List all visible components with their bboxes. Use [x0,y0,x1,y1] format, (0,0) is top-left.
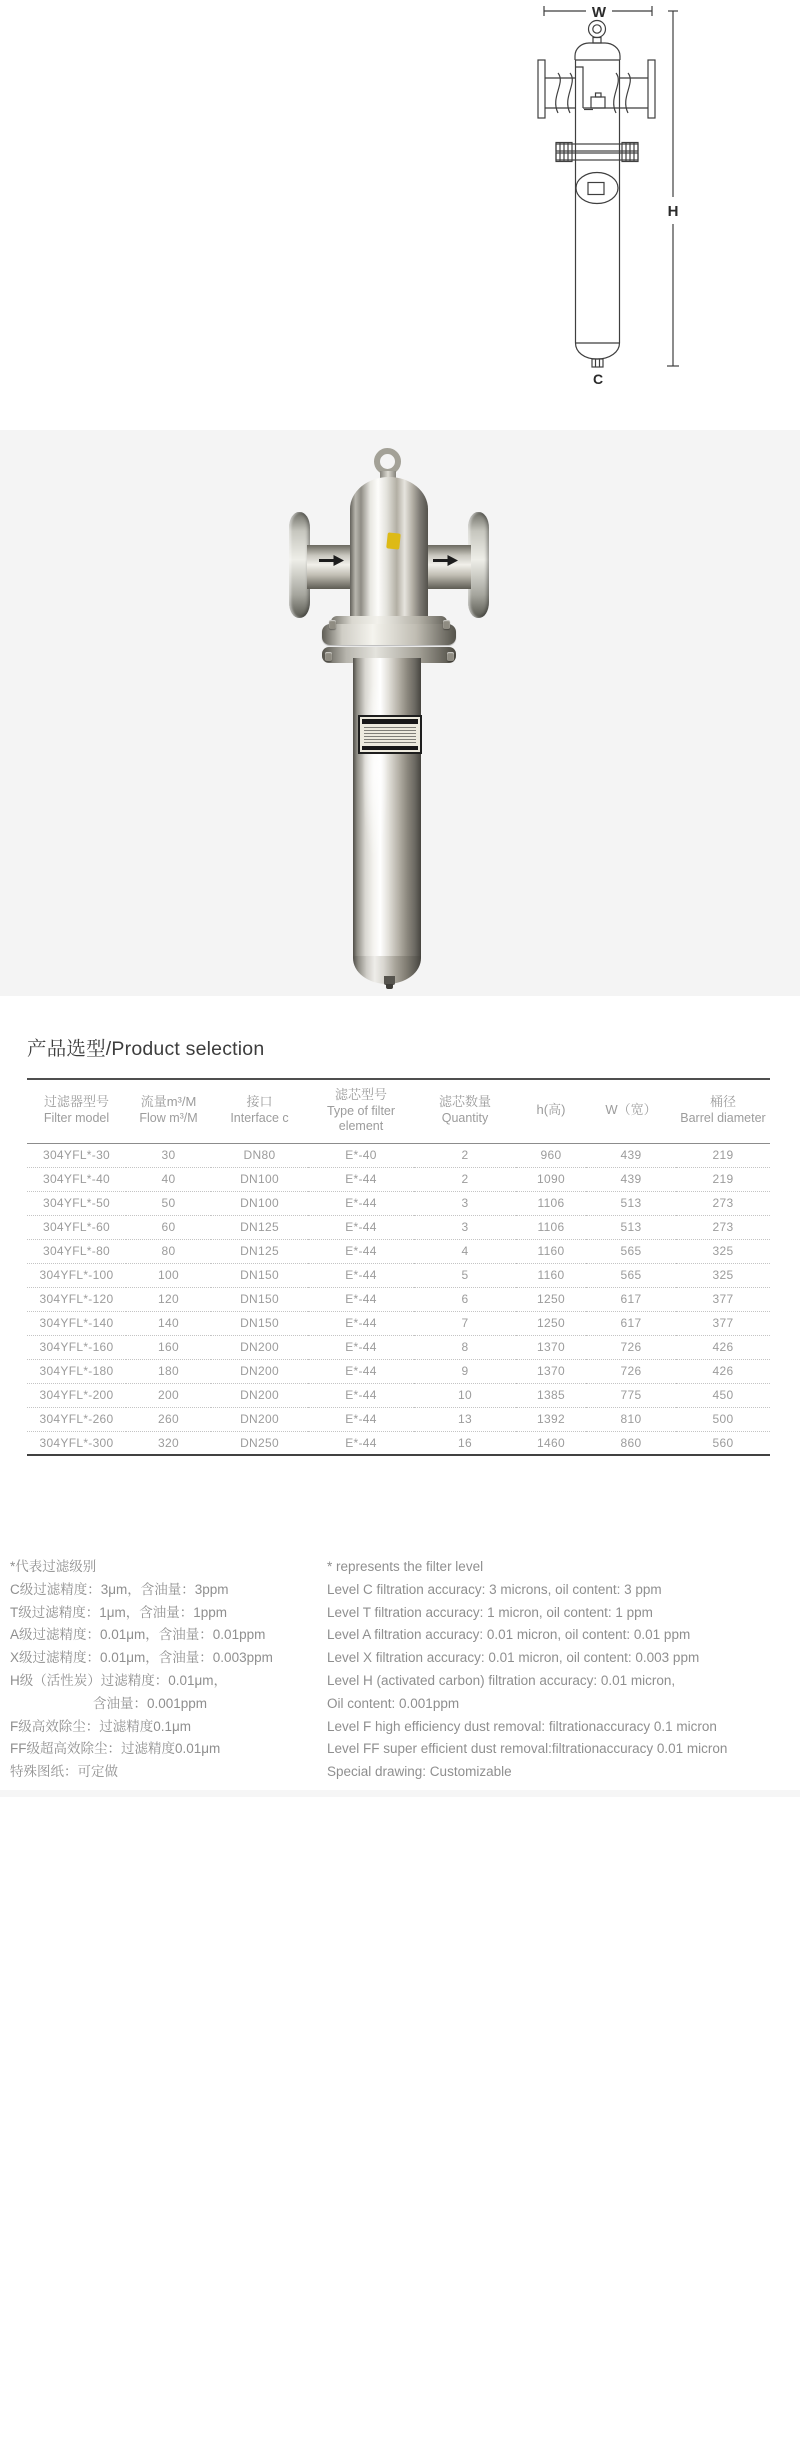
table-cell: DN150 [211,1263,308,1287]
column-header [126,1079,211,1143]
warning-sticker-icon [386,532,401,549]
table-cell: E*-44 [308,1431,414,1455]
table-cell: 377 [676,1287,770,1311]
table-cell: 325 [676,1239,770,1263]
table-cell: 273 [676,1191,770,1215]
table-cell: 513 [586,1215,676,1239]
bolt-icon [329,620,336,629]
width-dimension-line [544,4,652,21]
column-header [676,1079,770,1143]
table-cell: 1460 [516,1431,586,1455]
table-row [27,1359,770,1383]
note-line-en: * represents the filter level [327,1559,484,1574]
column-header [27,1079,126,1143]
table-cell: 1106 [516,1191,586,1215]
table-cell: 1250 [516,1287,586,1311]
table-cell: 565 [586,1239,676,1263]
table-row [27,1143,770,1167]
table-cell: 726 [586,1335,676,1359]
photo-outlet-flange [468,512,489,618]
table-cell: 775 [586,1383,676,1407]
table-cell: 50 [126,1191,211,1215]
table-cell: 80 [126,1239,211,1263]
column-header-cn: 桶径 [709,1094,736,1110]
note-line-en: Level X filtration accuracy: 0.01 micron, oil content: 0.003 ppm [327,1650,700,1666]
table-cell: 617 [586,1287,676,1311]
table-cell: 160 [126,1335,211,1359]
photo-drain-tip [386,984,393,989]
table-cell: 810 [586,1407,676,1431]
column-header-cn: 过滤器型号 [43,1094,109,1110]
note-line-en: Oil content: 0.001ppm [327,1695,460,1711]
product-selection-table [27,1078,770,1456]
column-header-en: Interface c [230,1111,289,1126]
table-cell: E*-44 [308,1287,414,1311]
note-line-en: Level T filtration accuracy: 1 micron, oil content: 1 ppm [327,1604,653,1620]
photo-inlet-pipe [307,545,351,589]
product-photo [0,430,800,996]
table-cell: 1370 [516,1359,586,1383]
filter-dimension-drawing [530,0,690,400]
table-cell: 304YFL*-160 [27,1335,126,1359]
table-cell: 439 [586,1167,676,1191]
table-cell: 1160 [516,1263,586,1287]
table-cell: DN200 [211,1383,308,1407]
photo-outlet-pipe [427,545,471,589]
table-cell: 260 [126,1407,211,1431]
column-header-cn: 流量m³/M [140,1094,197,1110]
table-cell: E*-44 [308,1383,414,1407]
table-cell: 304YFL*-60 [27,1215,126,1239]
note-line-cn: 含油量：0.001ppm [93,1695,208,1711]
table-cell: 7 [414,1311,516,1335]
note-line-cn: H级（活性炭）过滤精度：0.01μm， [10,1672,228,1688]
table-cell: E*-44 [308,1191,414,1215]
table-cell: 304YFL*-40 [27,1167,126,1191]
table-cell: DN250 [211,1431,308,1455]
table-cell: 439 [620,1148,642,1162]
table-cell: 219 [676,1167,770,1191]
note-line-cn: 特殊图纸：可定做 [10,1764,118,1780]
table-cell: 4 [414,1239,516,1263]
table-cell: 304YFL*-100 [27,1263,126,1287]
table-cell: 426 [676,1359,770,1383]
table-cell: 1090 [516,1167,586,1191]
column-header-en: Quantity [441,1111,489,1126]
drawing-mounting-clamp [556,143,638,162]
table-cell: DN200 [211,1359,308,1383]
nameplate-header-band [362,719,418,724]
height-dimension-line [667,11,679,366]
table-cell: 320 [126,1431,211,1455]
table-cell: 3 [414,1191,516,1215]
table-cell: 16 [414,1431,516,1455]
note-line-cn: C级过滤精度：3μm，含油量：3ppm [10,1581,229,1597]
table-cell: 30 [161,1148,176,1162]
column-header-cn: 滤芯数量 [438,1094,491,1110]
table-cell: 426 [676,1335,770,1359]
table-cell: 304YFL*-260 [27,1407,126,1431]
table-cell: 304YFL*-140 [27,1311,126,1335]
width-label: W [591,4,607,21]
note-line-en: Level A filtration accuracy: 0.01 micron, oil content: 0.01 ppm [327,1627,691,1643]
table-cell: DN150 [211,1287,308,1311]
column-header-cn: 接口 [246,1094,273,1110]
table-cell: 13 [414,1407,516,1431]
table-cell: E*-44 [308,1215,414,1239]
table-cell: 1385 [516,1383,586,1407]
table-cell: 100 [126,1263,211,1287]
column-header [516,1079,586,1143]
table-cell: 325 [676,1263,770,1287]
table-cell: 1160 [516,1239,586,1263]
column-header [211,1079,308,1143]
photo-nameplate [358,715,422,754]
table-cell: 120 [126,1287,211,1311]
table-cell: DN80 [243,1148,276,1162]
column-header-en: Flow m³/M [139,1111,198,1126]
table-row [27,1431,770,1455]
table-cell: 304YFL*-200 [27,1383,126,1407]
table-cell: 960 [540,1148,562,1162]
table-cell: 2 [414,1167,516,1191]
column-header-cn: h(高) [536,1102,566,1118]
table-row [27,1167,770,1191]
table-cell: E*-44 [308,1407,414,1431]
table-cell: 500 [676,1407,770,1431]
table-cell: DN125 [211,1239,308,1263]
table-cell: 560 [676,1431,770,1455]
column-header-en: Filter model [43,1111,110,1126]
column-header [308,1079,414,1143]
table-row [27,1191,770,1215]
table-cell: 304YFL*-180 [27,1359,126,1383]
note-line-cn: T级过滤精度：1μm，含油量：1ppm [10,1604,228,1620]
notes-english-column [327,1556,795,1784]
table-cell: 726 [586,1359,676,1383]
table-cell: 860 [586,1431,676,1455]
table-header [27,1079,770,1143]
table-row [27,1407,770,1431]
table-cell: E*-44 [308,1263,414,1287]
table-cell: E*-44 [308,1359,414,1383]
table-cell: 1250 [516,1311,586,1335]
table-cell: E*-40 [345,1148,377,1162]
table-cell: 180 [126,1359,211,1383]
table-cell: 304YFL*-80 [27,1239,126,1263]
table-cell: 377 [676,1311,770,1335]
column-header-cn: W（宽） [605,1102,657,1118]
drawing-nameplate [576,173,618,204]
table-cell: E*-44 [308,1239,414,1263]
table-cell: E*-44 [308,1167,414,1191]
table-cell: DN100 [211,1191,308,1215]
note-line-cn: A级过滤精度：0.01μm，含油量：0.01ppm [10,1627,266,1643]
table-row [27,1239,770,1263]
note-line-en: Level C filtration accuracy: 3 microns, oil content: 3 ppm [327,1581,662,1597]
drawing-dome [575,43,620,60]
table-cell: 5 [414,1263,516,1287]
table-row [27,1311,770,1335]
table-cell: 450 [676,1383,770,1407]
bolt-icon [447,652,454,661]
bolt-icon [443,620,450,629]
note-line-cn: *代表过滤级别 [10,1559,97,1574]
nameplate-footer-band [362,746,418,750]
drawing-lifting-ring [589,21,606,44]
table-cell: 273 [676,1215,770,1239]
table-cell: 304YFL*-50 [27,1191,126,1215]
note-line-en: Level H (activated carbon) filtration accuracy: 0.01 micron, [327,1672,676,1688]
table-cell: 304YFL*-30 [42,1148,111,1162]
table-cell: DN200 [211,1335,308,1359]
photo-filter-head [350,477,428,622]
drawing-body [576,60,620,343]
table-row [27,1383,770,1407]
table-cell: 9 [414,1359,516,1383]
drawing-inlet-flange [538,60,575,118]
table-cell: 1392 [516,1407,586,1431]
table-body [27,1143,770,1455]
section-divider [0,1790,800,1797]
table-cell: 8 [414,1335,516,1359]
table-cell: 304YFL*-120 [27,1287,126,1311]
photo-barrel-highlight [362,680,388,860]
table-cell: DN150 [211,1311,308,1335]
table-cell: DN200 [211,1407,308,1431]
height-label: H [667,203,679,220]
table-cell: 2 [461,1148,469,1162]
section-title: 产品选型/Product selection [27,1038,265,1060]
notes-chinese-column [10,1556,325,1784]
column-header-en: Type of filter element [326,1103,396,1133]
table-cell: 1370 [516,1335,586,1359]
table-row [27,1263,770,1287]
table-cell: DN100 [211,1167,308,1191]
table-row [27,1215,770,1239]
note-line-en: Level FF super efficient dust removal:filtrationaccuracy 0.01 micron [327,1741,728,1757]
column-header [586,1079,676,1143]
drawing-bottom-drain [576,343,620,387]
table-cell: E*-44 [308,1311,414,1335]
table-cell: 10 [414,1383,516,1407]
note-line-en: Level F high efficiency dust removal: filtrationaccuracy 0.1 micron [327,1718,717,1734]
drain-label: C [592,371,604,387]
note-line-cn: X级过滤精度：0.01μm，含油量：0.003ppm [10,1650,273,1666]
table-cell: 304YFL*-300 [27,1431,126,1455]
table-cell: 3 [414,1215,516,1239]
table-cell: 60 [126,1215,211,1239]
table-row [27,1335,770,1359]
table-cell: 40 [126,1167,211,1191]
table-cell: 6 [414,1287,516,1311]
table-row [27,1287,770,1311]
note-line-cn: F级高效除尘：过滤精度0.1μm [10,1718,192,1734]
table-cell: 513 [586,1191,676,1215]
table-cell: E*-44 [308,1335,414,1359]
column-header-en: Barrel diameter [680,1111,766,1126]
table-cell: 565 [586,1263,676,1287]
column-header-cn: 滤芯型号 [334,1086,387,1102]
table-cell: 219 [712,1148,734,1162]
table-cell: 140 [126,1311,211,1335]
table-cell: 200 [126,1383,211,1407]
table-cell: DN125 [211,1215,308,1239]
table-cell: 617 [586,1311,676,1335]
table-cell: 1106 [516,1215,586,1239]
column-header [414,1079,516,1143]
photo-clamp-mid [322,624,456,645]
bolt-icon [325,652,332,661]
note-line-en: Special drawing: Customizable [327,1764,512,1780]
note-line-cn: FF级超高效除尘：过滤精度0.01μm [10,1741,221,1757]
nameplate-text-lines [364,727,416,745]
